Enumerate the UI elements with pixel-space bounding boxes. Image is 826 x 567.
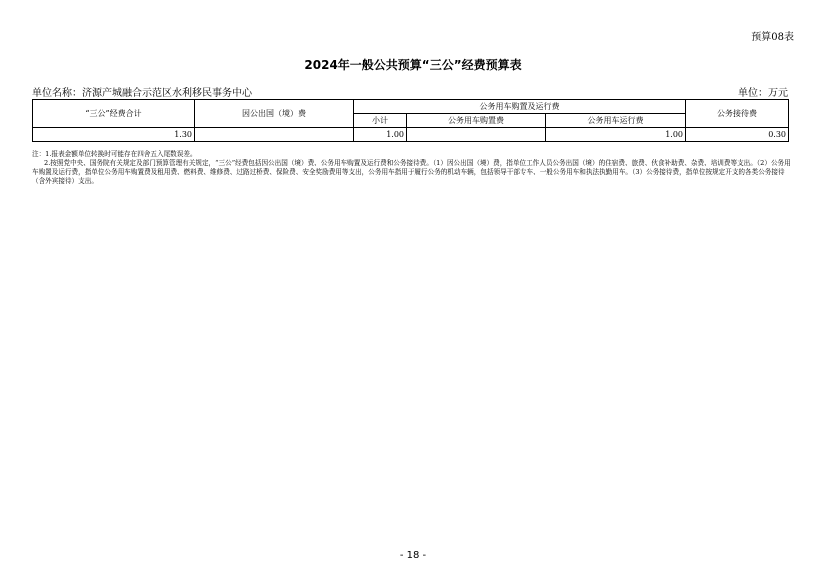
cell-reception: 0.30 [686, 128, 789, 142]
cell-abroad [195, 128, 354, 142]
table-row [33, 128, 789, 142]
header-vehicle-group: 公务用车购置及运行费 [354, 100, 686, 114]
note-2: 2.按照党中央、国务院有关规定及部门预算管理有关规定，“三公”经费包括因公出国（境）费、公务用车购置及运行费和公务接待费。（1）因公出国（境）费，指单位工作人员公务出国（境）的住宿费、旅费、伙食补助费、杂费、培训费等支出。（2）公务用车购置及运行费，指单位公务用车购置费及租用费、燃料费、维修费、过路过桥费、保险费、安全奖励费用等支出，公务用车指用于履行公务的机动车辆，包括领导干部专车、一般公务用车和执法执勤用车。（3）公务接待费，指单位按规定开支的各类公务接待（含外宾接待）支出。 [32, 159, 791, 185]
cell-purchase [407, 128, 546, 142]
page-number: - 18 - [399, 550, 427, 561]
header-reception: 公务接待费 [686, 100, 789, 128]
header-total: “三公”经费合计 [33, 100, 195, 128]
budget-table [32, 99, 789, 142]
header-operation: 公务用车运行费 [546, 114, 686, 128]
table-code: 预算08表 [751, 32, 794, 43]
cell-operation: 1.00 [546, 128, 686, 142]
unit-measure: 单位：万元 [738, 88, 788, 99]
cell-total: 1.30 [33, 128, 195, 142]
cell-subtotal: 1.00 [354, 128, 407, 142]
unit-name: 单位名称：济源产城融合示范区水利移民事务中心 [32, 88, 252, 99]
page-title: 2024年一般公共预算“三公”经费预算表 [304, 58, 522, 72]
notes [32, 150, 792, 186]
note-1: 注：1.报表金额单位转换时可能存在四舍五入尾数误差。 [32, 150, 197, 158]
header-subtotal: 小计 [354, 114, 407, 128]
header-purchase: 公务用车购置费 [407, 114, 546, 128]
meta-row [32, 84, 788, 99]
header-abroad: 因公出国（境）费 [195, 100, 354, 128]
